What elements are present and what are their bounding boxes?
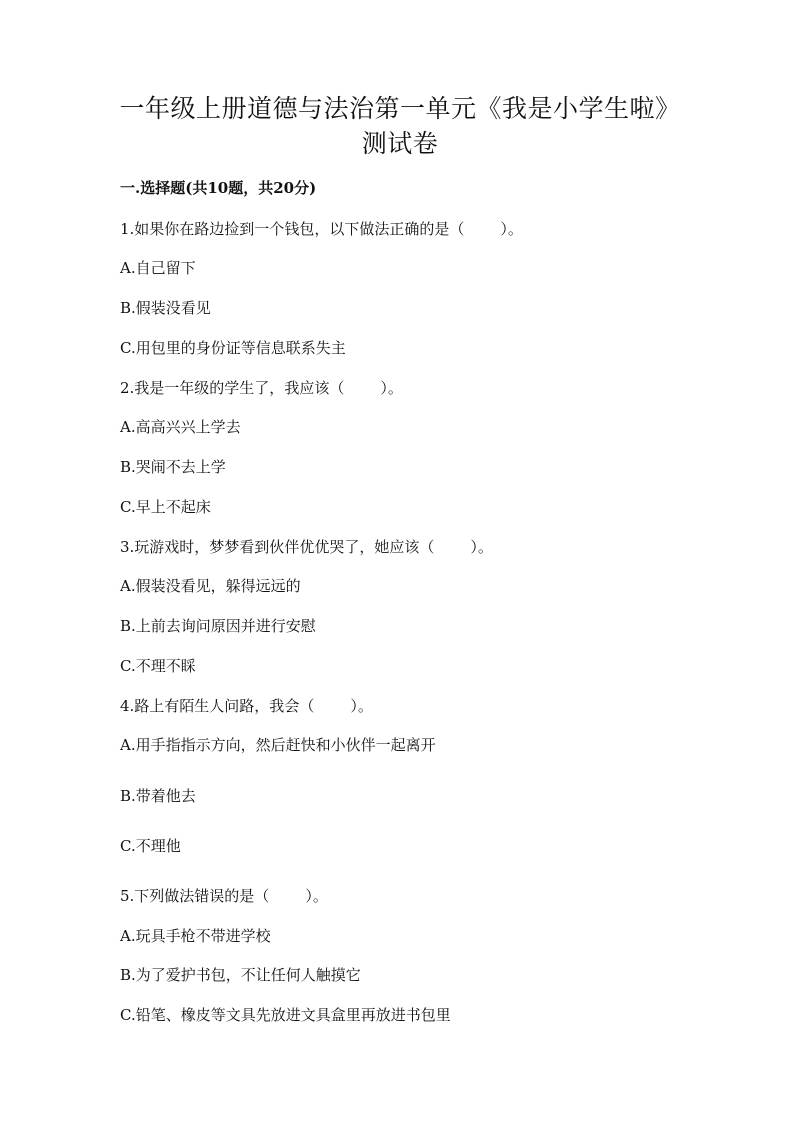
question-3-stem: [120, 537, 493, 557]
question-2-stem-text: 2.我是一年级的学生了，我应该（: [120, 379, 345, 397]
question-4-option-c: C.不理他: [120, 837, 181, 855]
question-1-stem-text: 1.如果你在路边捡到一个钱包，以下做法正确的是（: [120, 220, 465, 238]
question-2-option-c: C.早上不起床: [120, 498, 211, 516]
question-3-stem-text: 3.玩游戏时，梦梦看到伙伴优优哭了，她应该（: [120, 538, 435, 556]
question-2-option-a: A.高高兴兴上学去: [120, 418, 241, 436]
question-4-stem-end: ）。: [350, 697, 373, 715]
question-1-stem-end: ）。: [500, 220, 523, 238]
question-3-option-c: C.不理不睬: [120, 657, 196, 675]
question-4-option-a: A.用手指指示方向，然后赶快和小伙伴一起离开: [120, 736, 436, 754]
question-2-stem: [120, 378, 403, 398]
question-5-option-c: C.铅笔、橡皮等文具先放进文具盒里再放进书包里: [120, 1006, 451, 1024]
section-heading: 一.选择题(共10题，共20分): [120, 179, 317, 197]
question-2-stem-end: ）。: [380, 379, 403, 397]
question-4-stem: [120, 696, 373, 716]
question-4-stem-text: 4.路上有陌生人问路，我会（: [120, 697, 315, 715]
question-3-stem-end: ）。: [470, 538, 493, 556]
document-title-line-1: 一年级上册道德与法治第一单元《我是小学生啦》: [119, 94, 681, 123]
question-5-stem: [120, 886, 328, 906]
question-5-option-b: B.为了爱护书包，不让任何人触摸它: [120, 966, 361, 984]
question-1-option-b: B.假装没看见: [120, 299, 211, 317]
question-5-stem-text: 5.下列做法错误的是（: [120, 887, 270, 905]
question-5-option-a: A.玩具手枪不带进学校: [120, 927, 271, 945]
question-1-option-a: A.自己留下: [120, 259, 196, 277]
question-3-option-b: B.上前去询问原因并进行安慰: [120, 617, 316, 635]
question-4-option-b: B.带着他去: [120, 787, 196, 805]
question-1-option-c: C.用包里的身份证等信息联系失主: [120, 339, 346, 357]
question-5-stem-end: ）。: [305, 887, 328, 905]
question-3-option-a: A.假装没看见，躲得远远的: [120, 577, 301, 595]
document-title-line-2: 测试卷: [361, 129, 439, 158]
question-1-stem: [120, 219, 523, 239]
question-2-option-b: B.哭闹不去上学: [120, 458, 226, 476]
